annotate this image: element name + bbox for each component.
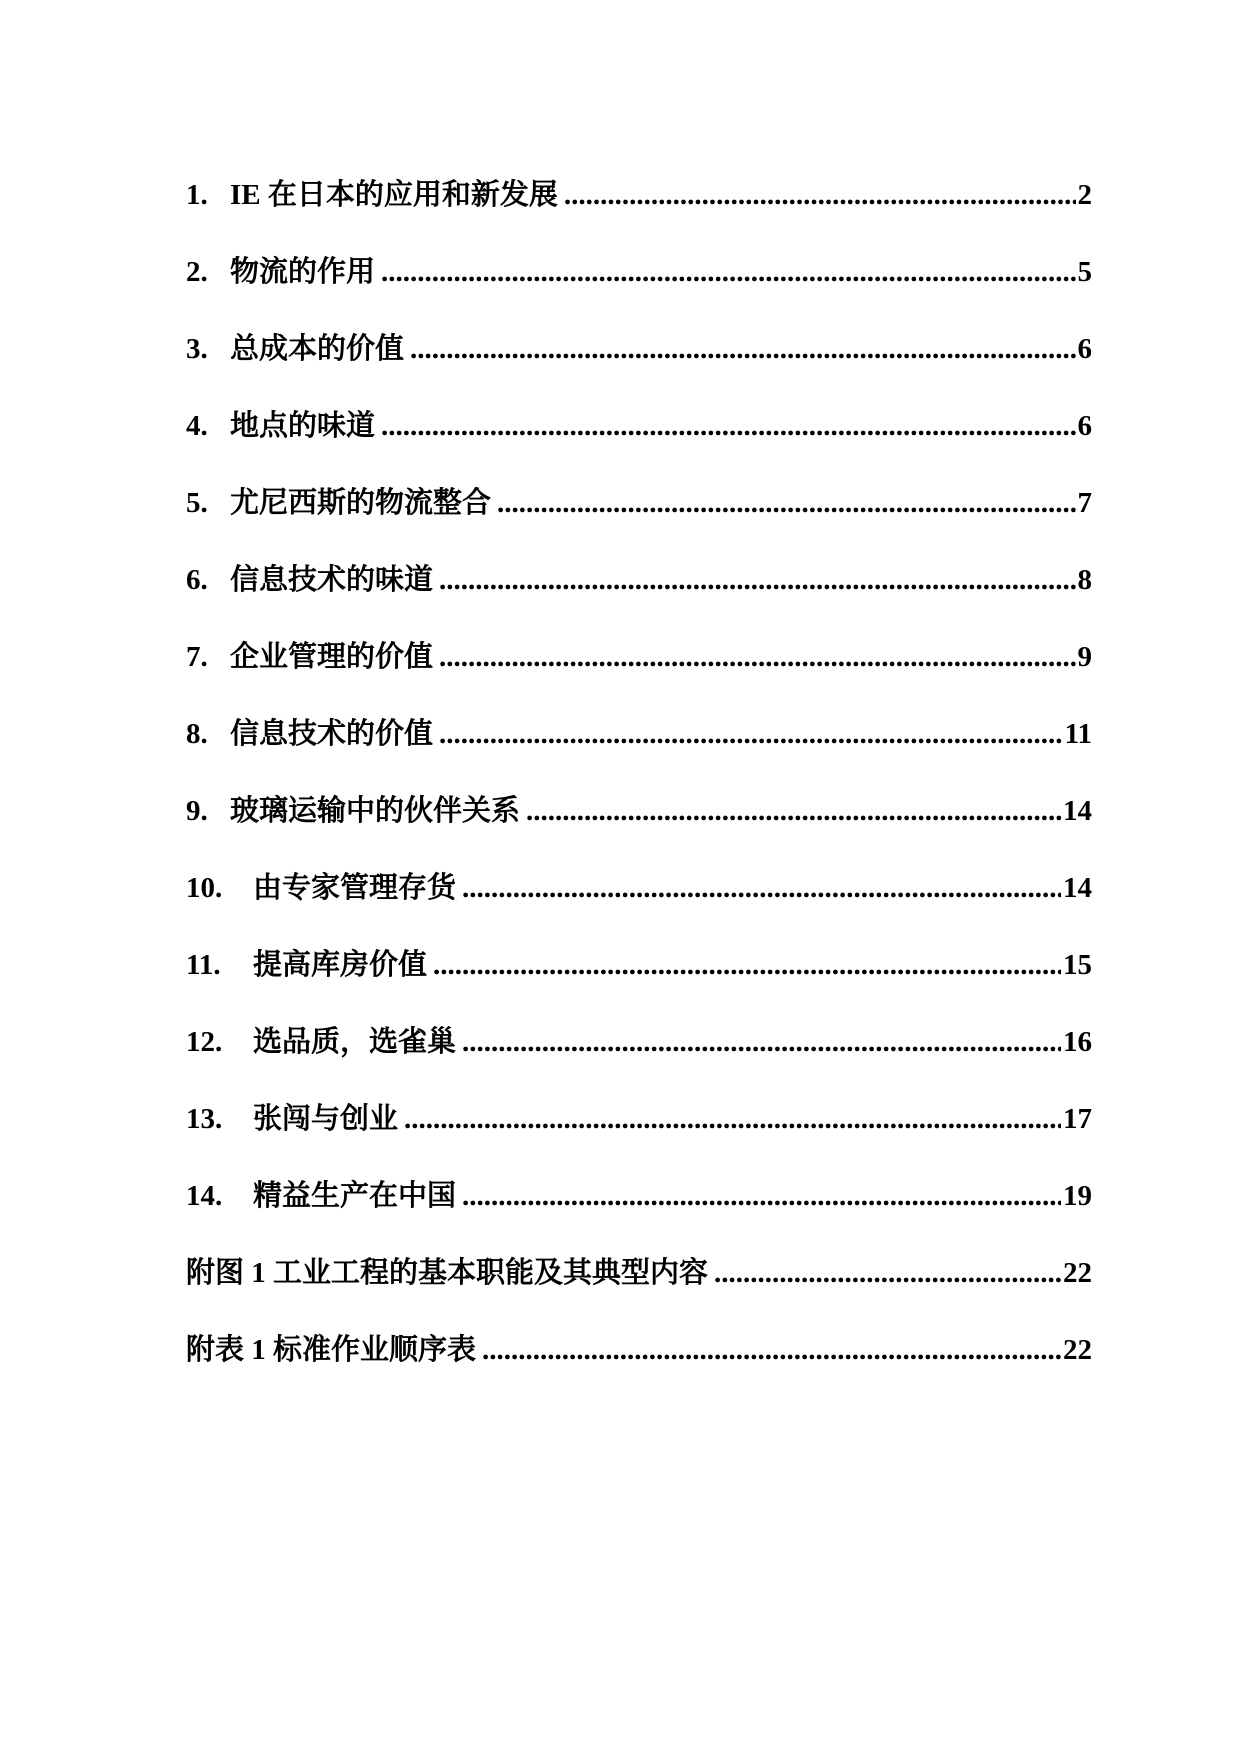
toc-entry[interactable] <box>186 249 1092 326</box>
toc-entry-number: 1. <box>186 179 208 211</box>
dot-leader <box>482 1334 1061 1367</box>
toc-entry-page: 19 <box>1063 1180 1092 1212</box>
dot-leader <box>410 333 1075 366</box>
toc-entry-page: 6 <box>1077 410 1092 442</box>
toc-entry-title: 提高库房价值 <box>253 949 428 981</box>
toc-entry-page: 2 <box>1077 179 1092 211</box>
toc-entry-number: 10. <box>186 872 223 904</box>
toc-entry-number: 12. <box>186 1026 223 1058</box>
toc-entry-page: 14 <box>1063 872 1092 904</box>
toc-entry-title: 选品质，选雀巢 <box>253 1026 457 1058</box>
dot-leader <box>497 487 1075 520</box>
toc-entry-title: 精益生产在中国 <box>253 1180 457 1212</box>
toc-entry[interactable] <box>186 634 1092 711</box>
dot-leader <box>439 641 1075 674</box>
toc-entry-number: 9. <box>186 795 208 827</box>
toc-entry-number: 14. <box>186 1180 223 1212</box>
toc-entry-page: 9 <box>1077 641 1092 673</box>
toc-entry-title: 尤尼西斯的物流整合 <box>230 487 492 519</box>
dot-leader <box>404 1103 1061 1136</box>
toc-entry-page: 16 <box>1063 1026 1092 1058</box>
dot-leader <box>526 795 1061 828</box>
toc-entry-page: 22 <box>1063 1257 1092 1289</box>
toc-entry-page: 5 <box>1077 256 1092 288</box>
toc-entry-number: 5. <box>186 487 208 519</box>
dot-leader <box>381 256 1075 289</box>
toc-entry-page: 7 <box>1077 487 1092 519</box>
toc-entry[interactable] <box>186 172 1092 249</box>
toc-entry-title: 附图 1 工业工程的基本职能及其典型内容 <box>186 1257 709 1289</box>
toc-entry[interactable] <box>186 788 1092 865</box>
dot-leader <box>381 410 1075 443</box>
toc-entry-page: 17 <box>1063 1103 1092 1135</box>
toc-entry-appendix[interactable] <box>186 1327 1092 1404</box>
toc-entry[interactable] <box>186 942 1092 1019</box>
dot-leader <box>433 949 1061 982</box>
toc-entry-title: 总成本的价值 <box>230 333 405 365</box>
toc-entry-page: 6 <box>1077 333 1092 365</box>
toc-entry-title: IE 在日本的应用和新发展 <box>230 179 558 211</box>
toc-entry-page: 8 <box>1077 564 1092 596</box>
toc-entry[interactable] <box>186 1173 1092 1250</box>
toc-entry[interactable] <box>186 557 1092 634</box>
toc-entry[interactable] <box>186 1096 1092 1173</box>
toc-entry[interactable] <box>186 865 1092 942</box>
toc-entry-title: 地点的味道 <box>230 410 376 442</box>
toc-entry[interactable] <box>186 711 1092 788</box>
toc-entry-title: 玻璃运输中的伙伴关系 <box>230 795 521 827</box>
toc-entry-number: 3. <box>186 333 208 365</box>
toc-entry[interactable] <box>186 326 1092 403</box>
dot-leader <box>564 179 1076 212</box>
dot-leader <box>462 1180 1061 1213</box>
toc-entry-page: 11 <box>1064 718 1092 750</box>
toc-entry-number: 13. <box>186 1103 223 1135</box>
toc-entry-title: 物流的作用 <box>230 256 376 288</box>
toc-entry[interactable] <box>186 1019 1092 1096</box>
toc-entry-number: 11. <box>186 949 221 981</box>
dot-leader <box>439 564 1075 597</box>
dot-leader <box>714 1257 1061 1290</box>
toc-entry-title: 企业管理的价值 <box>230 641 434 673</box>
toc-entry-page: 22 <box>1063 1334 1092 1366</box>
toc-entry-title: 附表 1 标准作业顺序表 <box>186 1334 477 1366</box>
dot-leader <box>462 872 1061 905</box>
toc-entry-title: 信息技术的价值 <box>230 718 434 750</box>
toc-entry-number: 8. <box>186 718 208 750</box>
toc-entry-page: 15 <box>1063 949 1092 981</box>
toc-entry[interactable] <box>186 480 1092 557</box>
toc-entry[interactable] <box>186 403 1092 480</box>
table-of-contents <box>186 172 1092 1404</box>
toc-entry-title: 张闯与创业 <box>253 1103 399 1135</box>
dot-leader <box>439 718 1063 751</box>
toc-entry-number: 4. <box>186 410 208 442</box>
toc-entry-appendix[interactable] <box>186 1250 1092 1327</box>
toc-entry-title: 由专家管理存货 <box>253 872 457 904</box>
toc-entry-number: 2. <box>186 256 208 288</box>
toc-entry-number: 6. <box>186 564 208 596</box>
dot-leader <box>462 1026 1061 1059</box>
toc-entry-page: 14 <box>1063 795 1092 827</box>
toc-entry-title: 信息技术的味道 <box>230 564 434 596</box>
toc-entry-number: 7. <box>186 641 208 673</box>
